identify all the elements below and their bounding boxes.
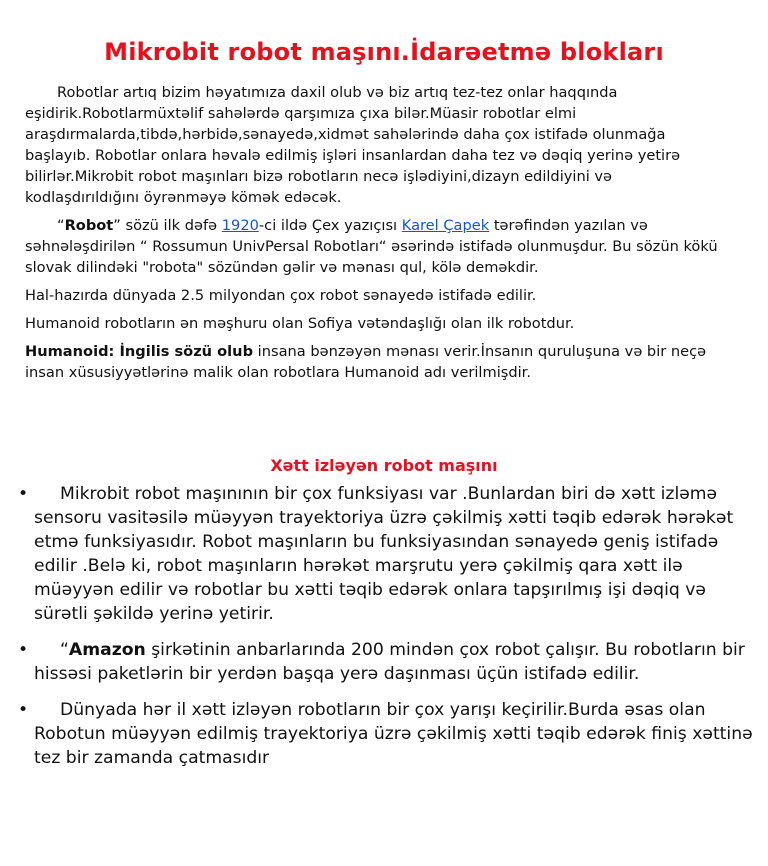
p2-text-2: -ci ildə Çex yazıçısı	[258, 217, 402, 234]
amazon-open-quote: “	[60, 640, 69, 660]
amazon-text: şirkətinin anbarlarında 200 mindən çox robot çalışır. Bu robotların bir hissəsi paketlərin bir yerdən başqa yerə daşınması üçün istifadə edilir.	[34, 640, 745, 684]
bullet-marker: •	[18, 640, 29, 660]
p2-text-3: tərəfindən yazılan və səhnələşdirilən “ Rossumun UnivPersal Robotları“ əsərində istifadə olunmuşdur. Bu sözün kökü slovak dilindəki "robota" sözündən gəlir və mənası qul, kölə deməkdir.	[25, 217, 718, 276]
open-quote: “	[57, 217, 65, 234]
bullet-text-2	[34, 638, 753, 686]
amazon-word: Amazon	[68, 640, 146, 660]
bullet-item-2	[18, 638, 753, 686]
p2-text-1: ” sözü ilk dəfə	[113, 217, 222, 234]
intro-paragraph-5	[25, 341, 730, 383]
intro-paragraph-4: Humanoid robotların ən məşhuru olan Sofiya vətəndaşlığı olan ilk robotdur.	[25, 315, 575, 332]
section-subtitle: Xətt izləyən robot maşını	[270, 456, 498, 475]
bullet-list	[18, 482, 753, 782]
bullet-marker: •	[18, 700, 29, 720]
bullet-item-3	[18, 698, 753, 770]
intro-paragraph-3: Hal-hazırda dünyada 2.5 milyondan çox robot sənayedə istifadə edilir.	[25, 287, 537, 304]
year-1920-link[interactable]: 1920	[221, 217, 259, 234]
robot-word: Robot	[64, 217, 114, 234]
bullet-item-1	[18, 482, 753, 626]
page-title: Mikrobit robot maşını.İdarəetmə blokları	[104, 38, 664, 66]
humanoid-term: Humanoid: İngilis sözü olub	[25, 343, 254, 360]
karel-capek-link[interactable]: Karel Çapek	[401, 217, 490, 234]
bullet-text-1: Mikrobit robot maşınının bir çox funksiyası var .Bunlardan biri də xətt izləmə sensoru vasitəsilə müəyyən trayektoriya üzrə çəkilmiş xətti təqib edərək hərəkət etmə funksiyasıdır. Robot maşınların bu funksiyasından sənayedə geniş istifadə edilir .Belə ki, robot maşınların hərəkət marşrutu yerə çəkilmiş qara xətt ilə müəyyən edilir və robotlar bu xətti təqib edərək onlara tapşırılmış işi dəqiq və sürətli şəkildə yerinə yetirir.	[34, 484, 734, 624]
intro-paragraph-1: Robotlar artıq bizim həyatımıza daxil olub və biz artıq tez-tez onlar haqqında eşidirik.Robotlarmüxtəlif sahələrdə qarşımıza çıxa bilər.Müasir robotlar elmi araşdırmalarda,tibdə,hərbidə,sənayedə,xidmət sahələrində daha çox istifadə olunmağa başlayıb. Robotlar onlara həvalə edilmiş işləri insanlardan daha tez və dəqiq yerinə yetirə bilirlər.Mikrobit robot maşınları bizə robotların necə işlədiyini,dizayn edildiyini və kodlaşdırıldığını öyrənməyə kömək edəcək.	[25, 84, 681, 206]
bullet-text-3: Dünyada hər il xətt izləyən robotların bir çox yarışı keçirilir.Burda əsas olan Robotun müəyyən edilmiş trayektoriya üzrə çəkilmiş xətti təqib edərək finiş xəttinə tez bir zamanda çatmasıdır	[34, 700, 753, 768]
intro-section	[25, 82, 730, 390]
intro-paragraph-2	[25, 215, 730, 278]
humanoid-definition: insana bənzəyən mənası verir.İnsanın quruluşuna və bir neçə insan xüsusiyyətlərinə malik olan robotlara Humanoid adı verilmişdir.	[25, 343, 707, 381]
bullet-marker: •	[18, 484, 29, 504]
